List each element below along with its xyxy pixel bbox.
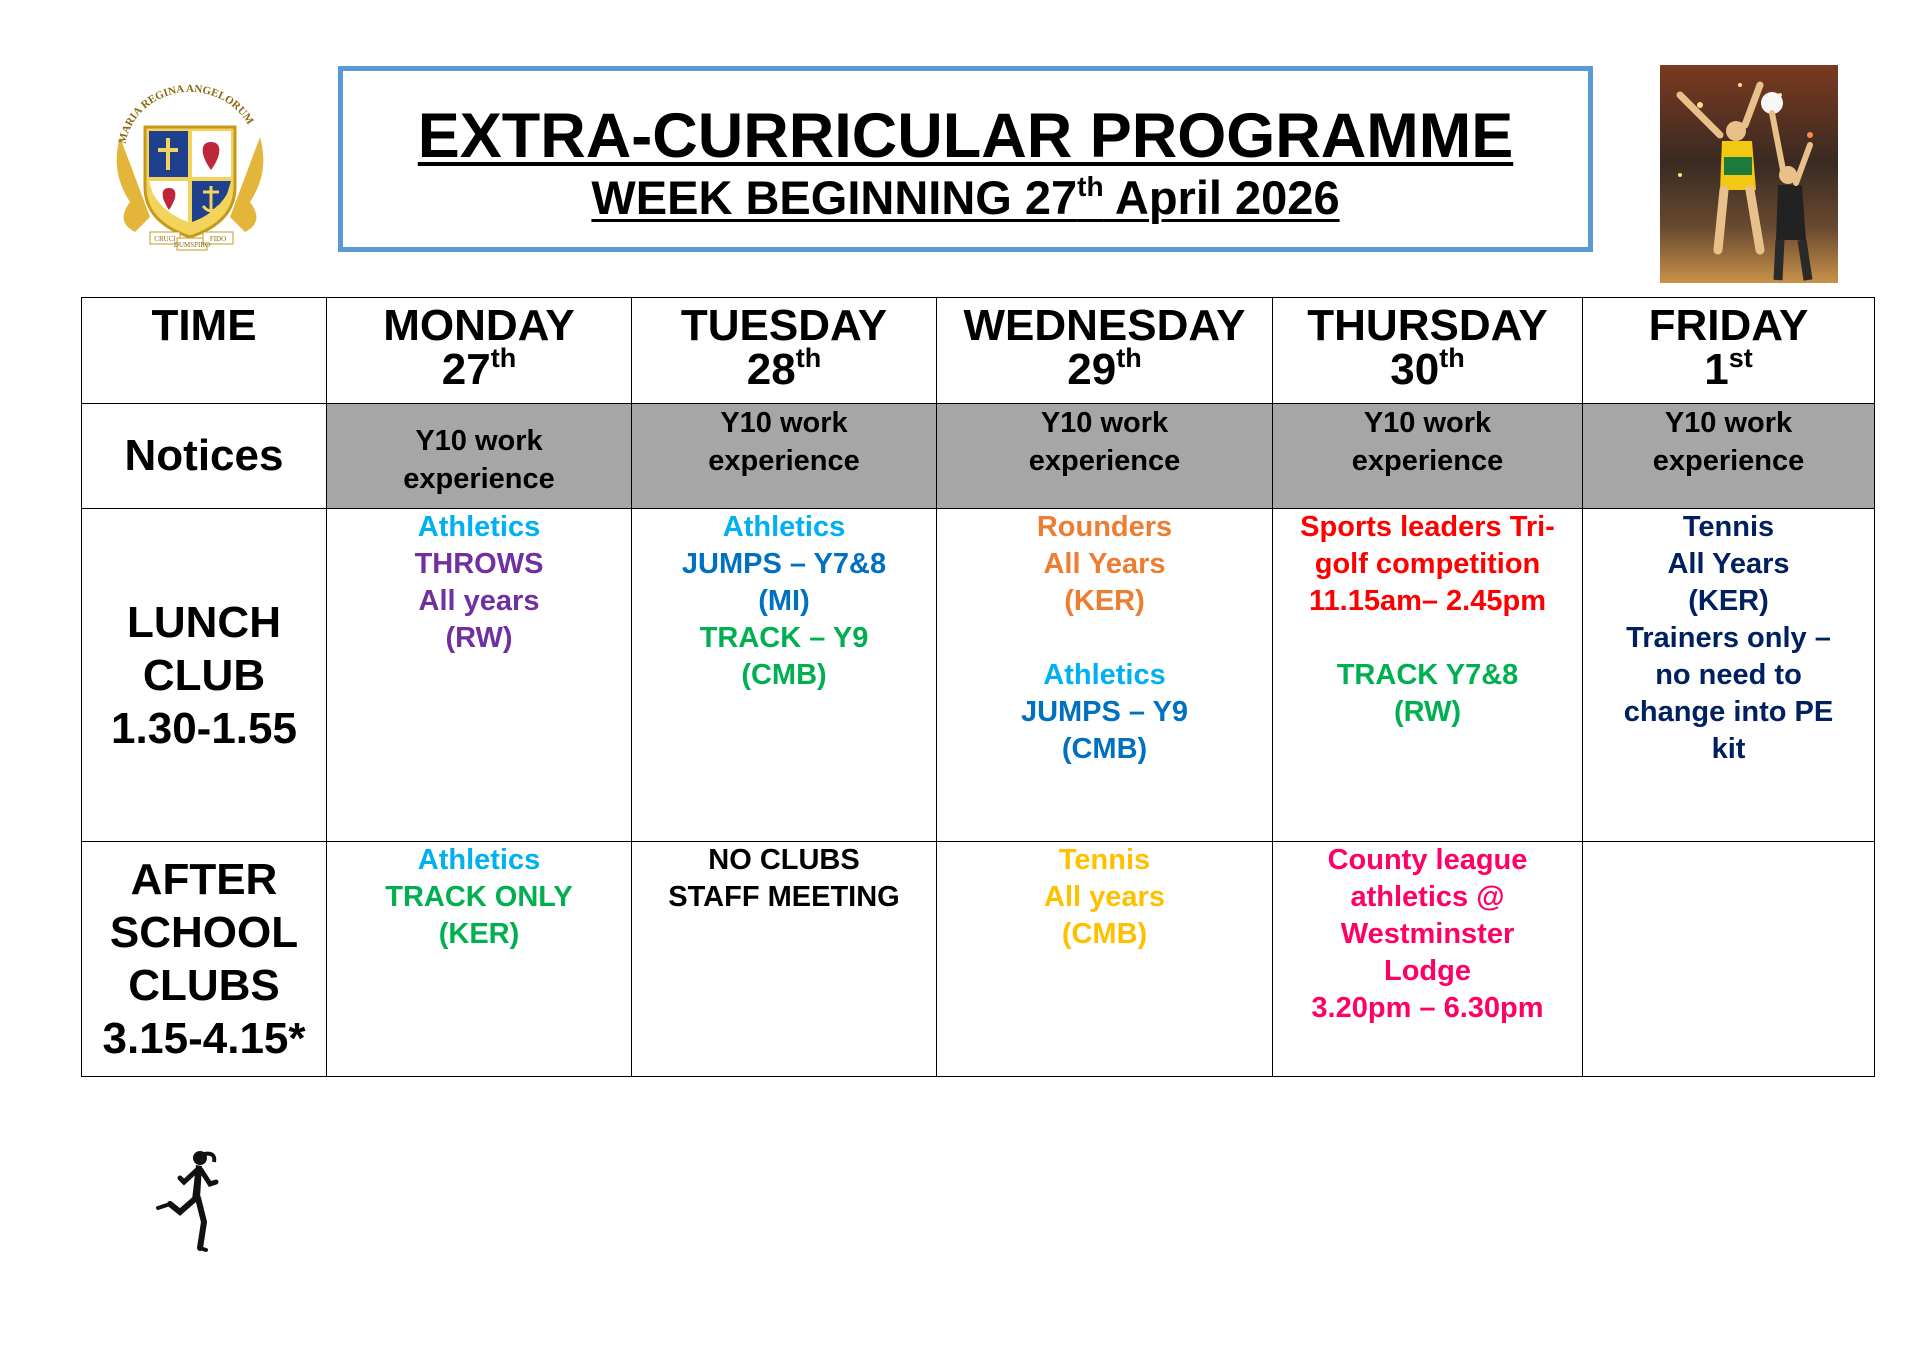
lunch-thursday: Sports leaders Tri- golf competition 11.15am– 2.45pm TRACK Y7&8 (RW) (1273, 509, 1583, 842)
after-school-row (82, 842, 1875, 1077)
notice-monday: Y10 work experience (327, 404, 632, 509)
day-header-monday: MONDAY 27th (327, 298, 632, 404)
after-friday (1583, 842, 1875, 1077)
lunch-tuesday: Athletics JUMPS – Y7&8 (MI) TRACK – Y9 (CMB) (632, 509, 937, 842)
subtitle-sup: th (1077, 171, 1104, 202)
after-monday: Athletics TRACK ONLY (KER) (327, 842, 632, 1077)
svg-text:MARIA REGINA ANGELORUM: MARIA REGINA ANGELORUM (116, 82, 256, 145)
notices-row (82, 404, 1875, 509)
lunch-label: LUNCH CLUB 1.30-1.55 (82, 509, 327, 842)
svg-text:CRUCI: CRUCI (154, 235, 176, 243)
day-header-tuesday: TUESDAY 28th (632, 298, 937, 404)
svg-text:DUMSPIRO: DUMSPIRO (173, 241, 211, 249)
subtitle-pre: WEEK BEGINNING 27 (591, 171, 1078, 224)
notice-wednesday: Y10 work experience (937, 404, 1273, 509)
lunch-monday: Athletics THROWS All years (RW) (327, 509, 632, 842)
notice-thursday: Y10 work experience (1273, 404, 1583, 509)
lunch-friday: Tennis All Years (KER) Trainers only – no need to change into PE kit (1583, 509, 1875, 842)
after-wednesday: Tennis All years (CMB) (937, 842, 1273, 1077)
school-crest-icon (105, 82, 275, 257)
subtitle-post: April 2026 (1103, 171, 1340, 224)
day-header-wednesday: WEDNESDAY 29th (937, 298, 1273, 404)
after-school-label: AFTER SCHOOL CLUBS 3.15-4.15* (82, 842, 327, 1077)
runner-silhouette-icon (150, 1148, 230, 1253)
notice-friday: Y10 work experience (1583, 404, 1875, 509)
day-header-thursday: THURSDAY 30th (1273, 298, 1583, 404)
after-thursday: County league athletics @ Westminster Lodge 3.20pm – 6.30pm (1273, 842, 1583, 1077)
svg-text:FIDO: FIDO (209, 235, 227, 243)
notices-label: Notices (82, 404, 327, 509)
page-title: EXTRA-CURRICULAR PROGRAMME (417, 101, 1514, 171)
week-beginning (343, 171, 1588, 225)
after-tuesday: NO CLUBS STAFF MEETING (632, 842, 937, 1077)
netball-player-photo (1660, 65, 1838, 283)
lunch-row (82, 509, 1875, 842)
day-header-friday: FRIDAY 1st (1583, 298, 1875, 404)
header-row (82, 298, 1875, 404)
time-header: TIME (82, 298, 327, 404)
lunch-wednesday: Rounders All Years (KER) Athletics JUMPS – Y9 (CMB) (937, 509, 1273, 842)
title-box (338, 66, 1593, 252)
notice-tuesday: Y10 work experience (632, 404, 937, 509)
programme-table (81, 297, 1875, 1077)
